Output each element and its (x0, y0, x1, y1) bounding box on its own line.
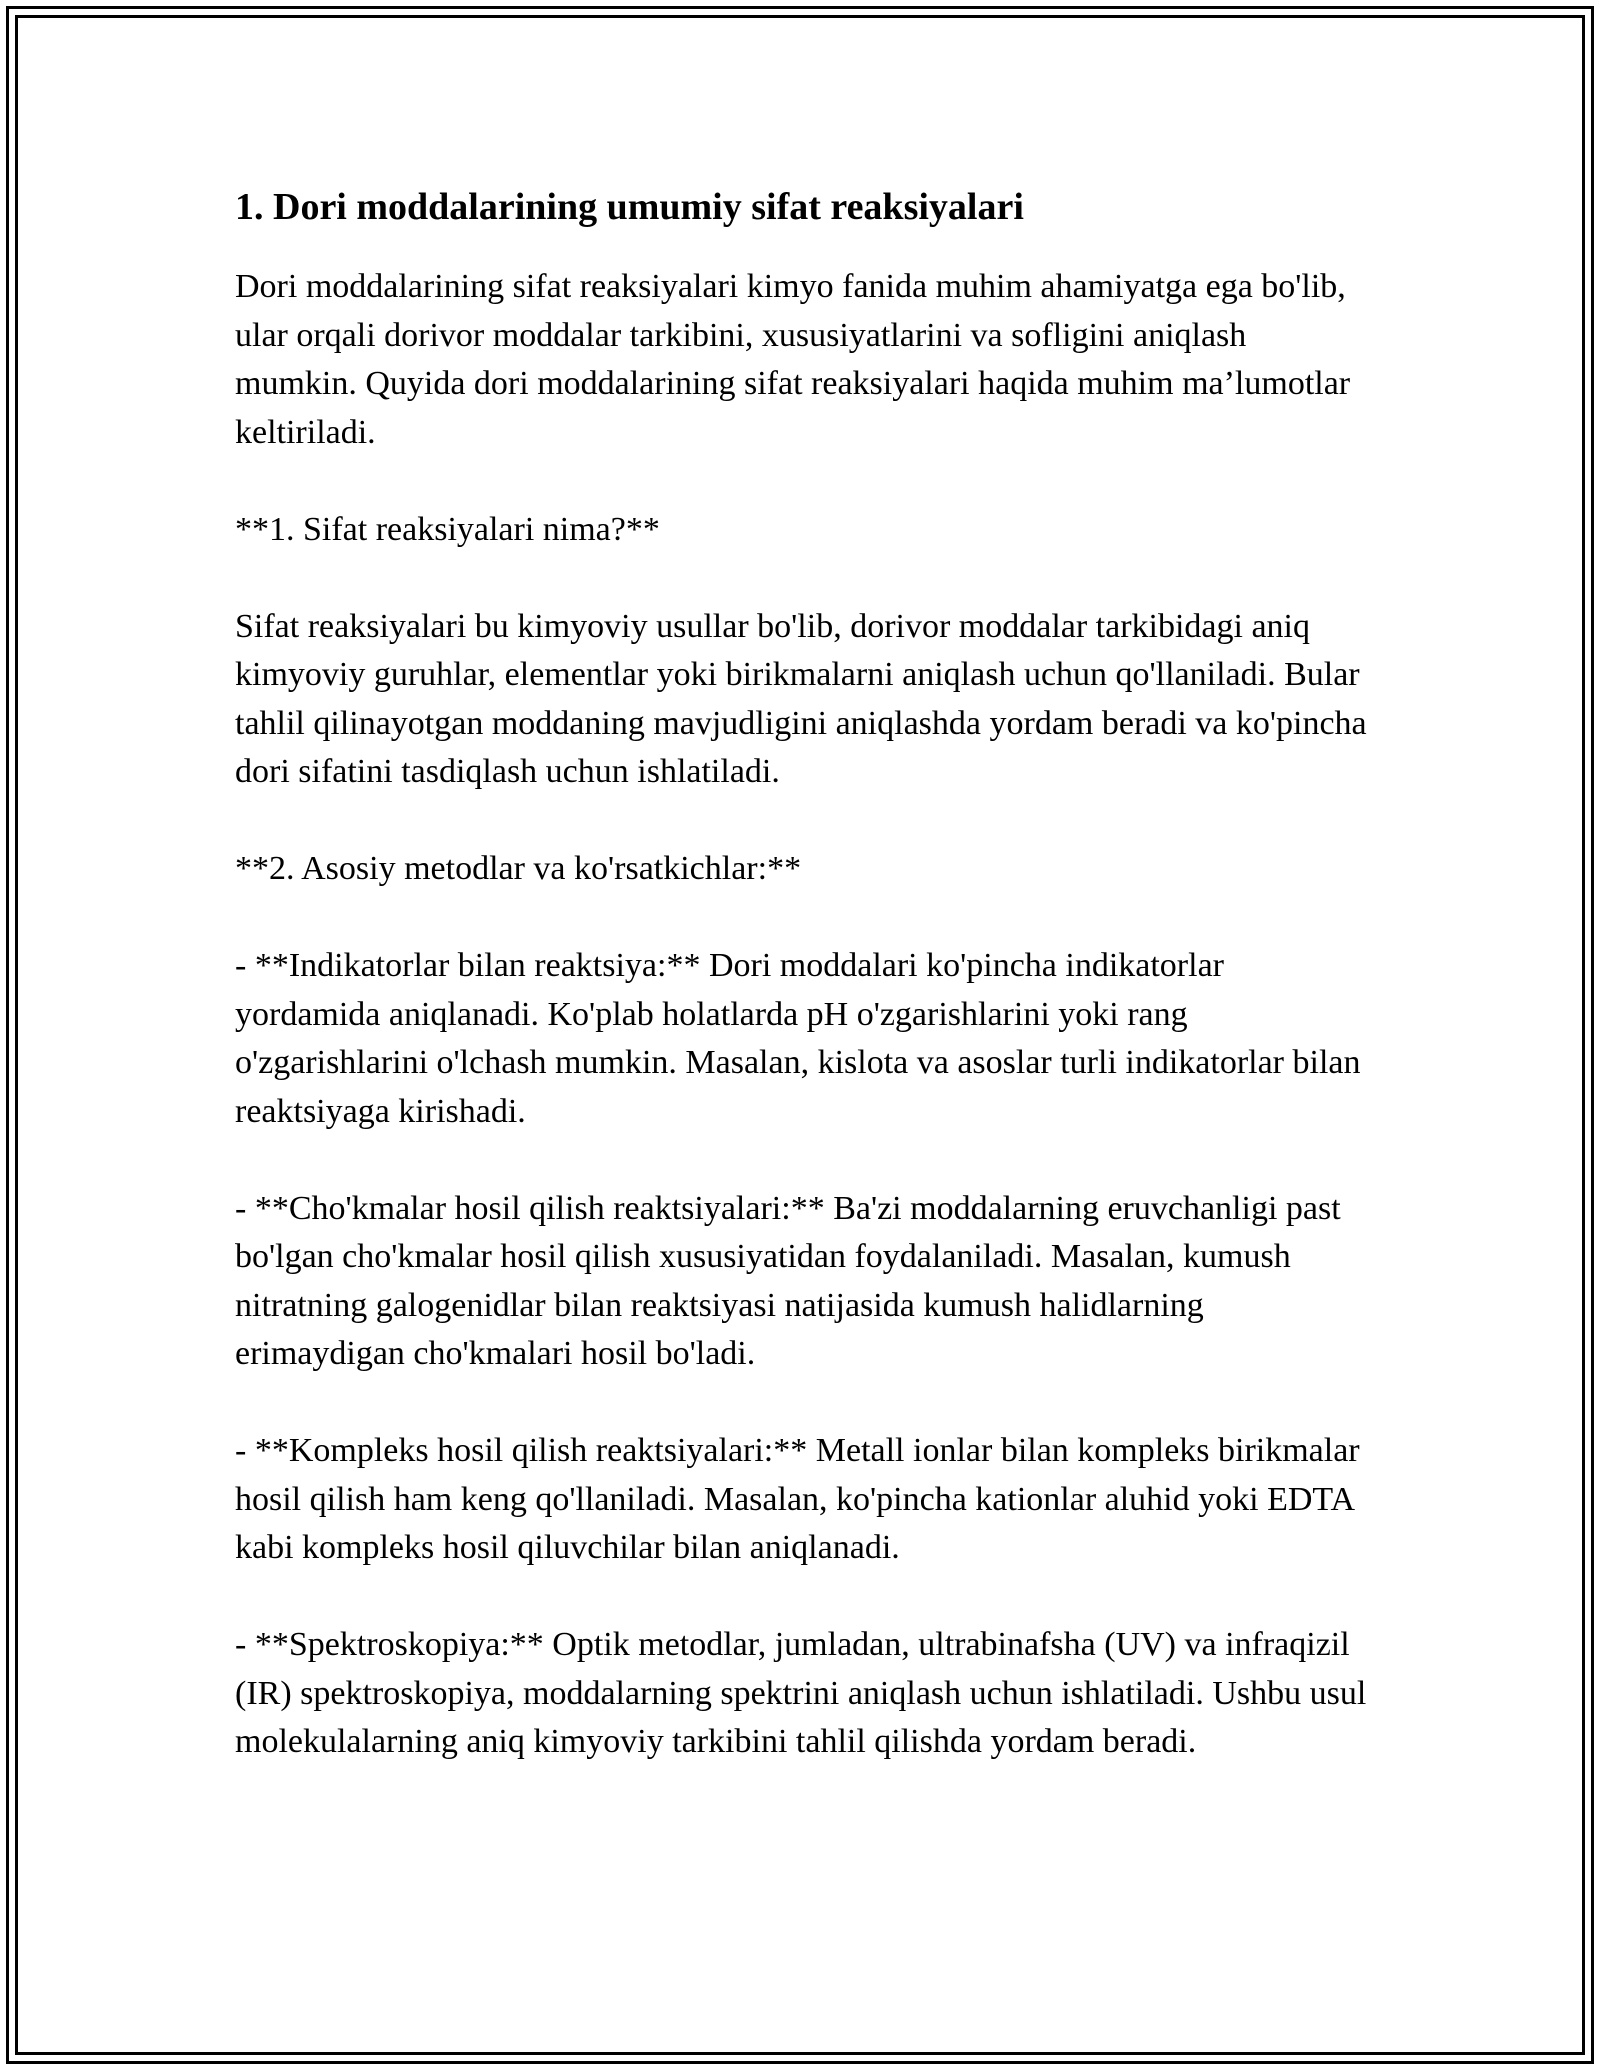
section-heading-1: **1. Sifat reaksiyalari nima?** (235, 510, 660, 548)
list-item-precipitation: - **Cho'kmalar hosil qilish reaktsiyalari:** Ba'zi moddalarning eruvchanligi past bo'lgan cho'kmalar hosil qilish xususiyatidan foydalaniladi. Masalan, kumush nitratning galogenidlar bilan reaktsiyasi natijasida kumush halidlarning erimaydigan cho'kmalari hosil bo'ladi. (235, 1189, 1341, 1372)
document-body (235, 185, 1375, 1815)
list-item-spectroscopy: - **Spektroskopiya:** Optik metodlar, jumladan, ultrabinafsha (UV) va infraqizil (IR) spektroskopiya, moddalarning spektrini aniqlash uchun ishlatiladi. Ushbu usul molekulalarning aniq kimyoviy tarkibini tahlil qilishda yordam beradi. (235, 1626, 1367, 1760)
list-item-indicators: - **Indikatorlar bilan reaktsiya:** Dori moddalari ko'pincha indikatorlar yordamida aniqlanadi. Ko'plab holatlarda pH o'zgarishlarini yoki rang o'zgarishlarini o'lchash mumkin. Masalan, kislota va asoslar turli indikatorlar bilan reaktsiyaga kirishadi. (235, 947, 1361, 1130)
section-1-paragraph: Sifat reaksiyalari bu kimyoviy usullar bo'lib, dorivor moddalar tarkibidagi aniq kimyoviy guruhlar, elementlar yoki birikmalarni aniqlash uchun qo'llaniladi. Bular tahlil qilinayotgan moddaning mavjudligini aniqlashda yordam beradi va ko'pincha dori sifatini tasdiqlash uchun ishlatiladi. (235, 607, 1367, 790)
document-title: 1. Dori moddalarining umumiy sifat reaksiyalari (235, 186, 1024, 228)
section-heading-2: **2. Asosiy metodlar va ko'rsatkichlar:** (235, 850, 802, 887)
intro-paragraph: Dori moddalarining sifat reaksiyalari kimyo fanida muhim ahamiyatga ega bo'lib, ular orqali dorivor moddalar tarkibini, xususiyatlarini va sofligini aniqlash mumkin. Quyida dori moddalarining sifat reaksiyalari haqida muhim ma’lumotlar keltiriladi. (235, 268, 1351, 451)
list-item-complexation: - **Kompleks hosil qilish reaktsiyalari:** Metall ionlar bilan kompleks birikmalar hosil qilish ham keng qo'llaniladi. Masalan, ko'pincha kationlar aluhid yoki EDTA kabi kompleks hosil qiluvchilar bilan aniqlanadi. (235, 1432, 1360, 1566)
